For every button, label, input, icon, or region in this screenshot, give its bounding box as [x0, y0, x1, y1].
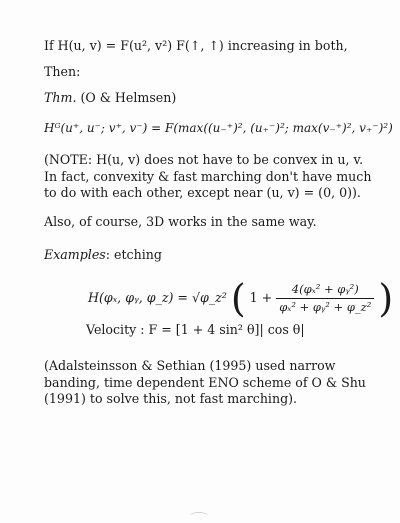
theorem-attribution: (O & Helmsen)	[76, 90, 177, 105]
fraction-numerator: 4(φₓ² + φᵧ²)	[276, 282, 374, 299]
examples-label: Examples	[44, 247, 106, 262]
theorem-line	[44, 90, 372, 106]
theorem-label: Thm.	[44, 90, 77, 105]
etching-hamiltonian-equation	[88, 276, 394, 321]
left-paren: (	[230, 276, 246, 321]
godunov-hamiltonian-equation: Hᴳ(u⁺, u⁻; v⁺, v⁻) = F(max((u₋⁺)², (u₊⁻)²; max(v₋⁺)², v₊⁻)²)	[44, 121, 393, 135]
scan-artifact	[190, 512, 208, 519]
3d-remark: Also, of course, 3D works in the same way.	[44, 214, 317, 229]
closing-remark: (Adalsteinsson & Sethian (1995) used narrow banding, time dependent ENO scheme of O & Shu (1991) to solve this, not fast marching).	[44, 358, 366, 406]
velocity-equation: Velocity : F = [1 + 4 sin² θ]| cos θ|	[86, 322, 305, 337]
equation-one-plus: 1 +	[249, 290, 277, 305]
examples-topic: : etching	[105, 247, 162, 262]
hypothesis-line: If H(u, v) = F(u², v²) F(↑, ↑) increasing in both,	[44, 38, 348, 53]
right-paren: )	[378, 276, 394, 321]
then-line: Then:	[44, 64, 81, 79]
note-paragraph: (NOTE: H(u, v) does not have to be convex in u, v. In fact, convexity & fast marching don't have much to do with each other, except near (u, v) = (0, 0)).	[44, 152, 372, 200]
examples-line	[44, 247, 372, 263]
fraction-denominator: φₓ² + φᵧ² + φ_z²	[279, 300, 372, 314]
equation-lhs: H(φₓ, φᵧ, φ_z) = √φ_z²	[88, 290, 231, 305]
equation-fraction	[276, 282, 374, 315]
